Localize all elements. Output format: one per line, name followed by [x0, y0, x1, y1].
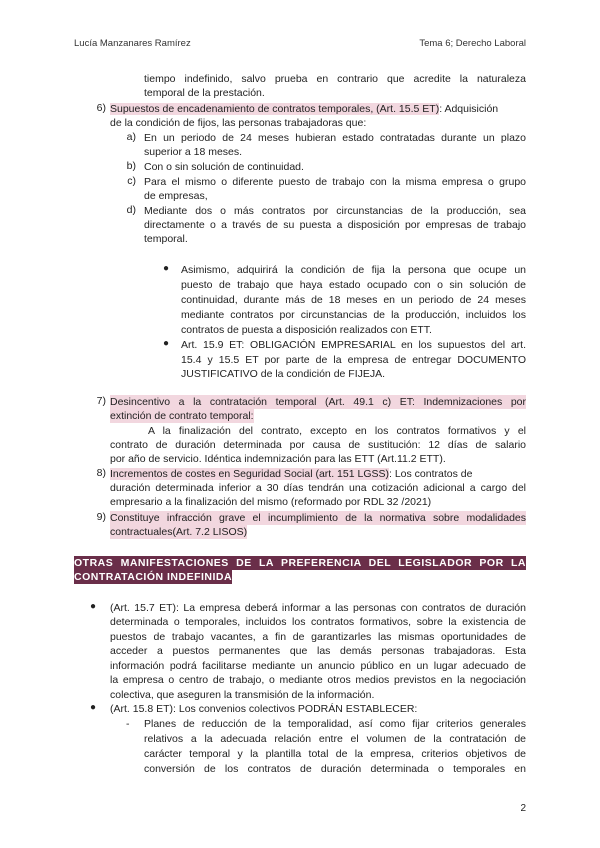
sub-item-text: En un periodo de 24 meses hubieran estado contratadas durante un plazo	[144, 132, 526, 144]
continuation-line: tiempo indefinido, salvo prueba en contrario que acredite la naturaleza	[144, 73, 526, 85]
bullet-text: contratos de puesta a disposición realizados con ETT.	[181, 324, 432, 336]
sub-marker: b)	[126, 160, 136, 172]
sub-item-text: Con o sin solución de continuidad.	[144, 161, 304, 173]
header-topic: Tema 6; Derecho Laboral	[419, 38, 526, 49]
bullet-dot: ●	[90, 702, 97, 713]
bullet-text: Art. 15.9 ET: OBLIGACIÓN EMPRESARIAL en los supuestos del art.	[181, 339, 526, 351]
sub-item-text: superior a 18 meses.	[144, 146, 243, 158]
item7-text: por año de servicio. Idéntica indemnización para las ETT (Art.11.2 ETT).	[110, 453, 446, 465]
list-number: 7)	[96, 395, 106, 407]
section-heading: CONTRATACIÓN INDEFINIDA	[74, 571, 233, 583]
page-number: 2	[520, 803, 526, 814]
paragraph-line: (Art. 15.8 ET): Los convenios colectivos PODRÁN ESTABLECER:	[110, 703, 418, 715]
item8-highlight: Incrementos de costes en Seguridad Social (art. 151 LGSS)	[110, 468, 389, 480]
sub-marker: d)	[126, 204, 136, 216]
bullet-text: Asimismo, adquirirá la condición de fija la persona que ocupe un	[181, 264, 526, 276]
bullet-text: puesto de trabajo que haya estado ocupado con o sin solución de	[181, 279, 526, 291]
dash-marker: -	[126, 718, 130, 730]
paragraph-line: acceder a puestos permanentes que las demás personas trabajadoras. Esta	[110, 645, 526, 657]
item6-text: de la condición de fijos, las personas trabajadoras que:	[110, 117, 367, 129]
item7-text: A la finalización del contrato, excepto en los contratos formativos y el	[148, 425, 526, 437]
bullet-text: mediante contratos por circunstancias de la producción, incluidos los	[181, 309, 526, 321]
sub-item-text: carácter temporal y la plantilla total de la empresa, criterios objetivos de	[144, 748, 526, 760]
paragraph-line: (Art. 15.7 ET): La empresa deberá informar a las personas con contratos de duración	[110, 602, 526, 614]
item9-highlight: Constituye infracción grave el incumplimiento de la normativa sobre modalidades	[110, 512, 526, 524]
list-number: 8)	[96, 467, 106, 479]
sub-marker: c)	[127, 175, 136, 187]
item8-text: duración determinada inferior a 30 días tendrán una cotización adicional a cargo del	[110, 482, 526, 494]
bullet-dot: ●	[163, 338, 170, 349]
sub-item-text: temporal.	[144, 233, 188, 245]
sub-item-text: Planes de reducción de la temporalidad, así como fijar criterios generales	[144, 718, 526, 730]
bullet-text: continuidad, durante más de 18 meses en un periodo de 24 meses	[181, 294, 526, 306]
paragraph-line: puestos de trabajo vacantes, a fin de garantizarles las mismas oportunidades de	[110, 631, 526, 643]
paragraph-line: determinada o temporales, incluidos los contratos formativos, sobre la existencia de	[110, 616, 526, 628]
item9-highlight: contractuales(Art. 7.2 LISOS)	[110, 526, 248, 538]
continuation-line: temporal de la prestación.	[144, 87, 265, 99]
list-number: 9)	[96, 511, 106, 523]
header-author: Lucía Manzanares Ramírez	[74, 38, 191, 49]
sub-item-text: de empresas,	[144, 190, 208, 202]
item8-text: empresario a la finalización del mismo (reformado por RDL 32 /2021)	[110, 496, 432, 508]
sub-item-text: conversión de los contratos de duración determinada o temporales en	[144, 763, 526, 775]
bullet-text: JUSTIFICATIVO de la condición de FIJEJA.	[181, 368, 386, 380]
item8-heading: Incrementos de costes en Seguridad Social (art. 151 LGSS): Los contratos de	[110, 468, 473, 480]
item6-highlight: Supuestos de encadenamiento de contratos temporales, (Art. 15.5 ET)	[110, 103, 440, 115]
paragraph-line: información podrá facilitarse mediante un anuncio público en un lugar adecuado de	[110, 660, 526, 672]
item7-text: contrato de duración determinada por causa de sustitución: 12 días de salario	[110, 439, 526, 451]
list-number: 6)	[96, 102, 106, 114]
bullet-dot: ●	[163, 263, 170, 274]
paragraph-line: colectiva, que aseguren la transmisión de la información.	[110, 689, 375, 701]
sub-marker: a)	[126, 131, 136, 143]
sub-item-text: Para el mismo o diferente puesto de trabajo con la misma empresa o grupo	[144, 176, 526, 188]
item6-heading: Supuestos de encadenamiento de contratos temporales, (Art. 15.5 ET): Adquisición	[110, 103, 499, 115]
sub-item-text: directamente o a través de su puesta a disposición por empresas de trabajo	[144, 219, 526, 231]
item7-highlight: extinción de contrato temporal:	[110, 410, 254, 422]
sub-item-text: relativos a la adecuada relación entre el volumen de la contratación de	[144, 733, 526, 745]
bullet-dot: ●	[90, 601, 97, 612]
section-heading: OTRAS MANIFESTACIONES DE LA PREFERENCIA DEL LEGISLADOR POR LA	[74, 557, 526, 569]
bullet-text: 15.4 y 15.5 ET por parte de la empresa de entregar DOCUMENTO	[181, 354, 526, 366]
item7-highlight: Desincentivo a la contratación temporal (Art. 49.1 c) ET: Indemnizaciones por	[110, 396, 526, 408]
sub-item-text: Mediante dos o más contratos por circunstancias de la producción, sea	[144, 205, 526, 217]
paragraph-line: la empresa o centro de trabajo, o mediante otros medios previstos en la negociación	[110, 674, 526, 686]
